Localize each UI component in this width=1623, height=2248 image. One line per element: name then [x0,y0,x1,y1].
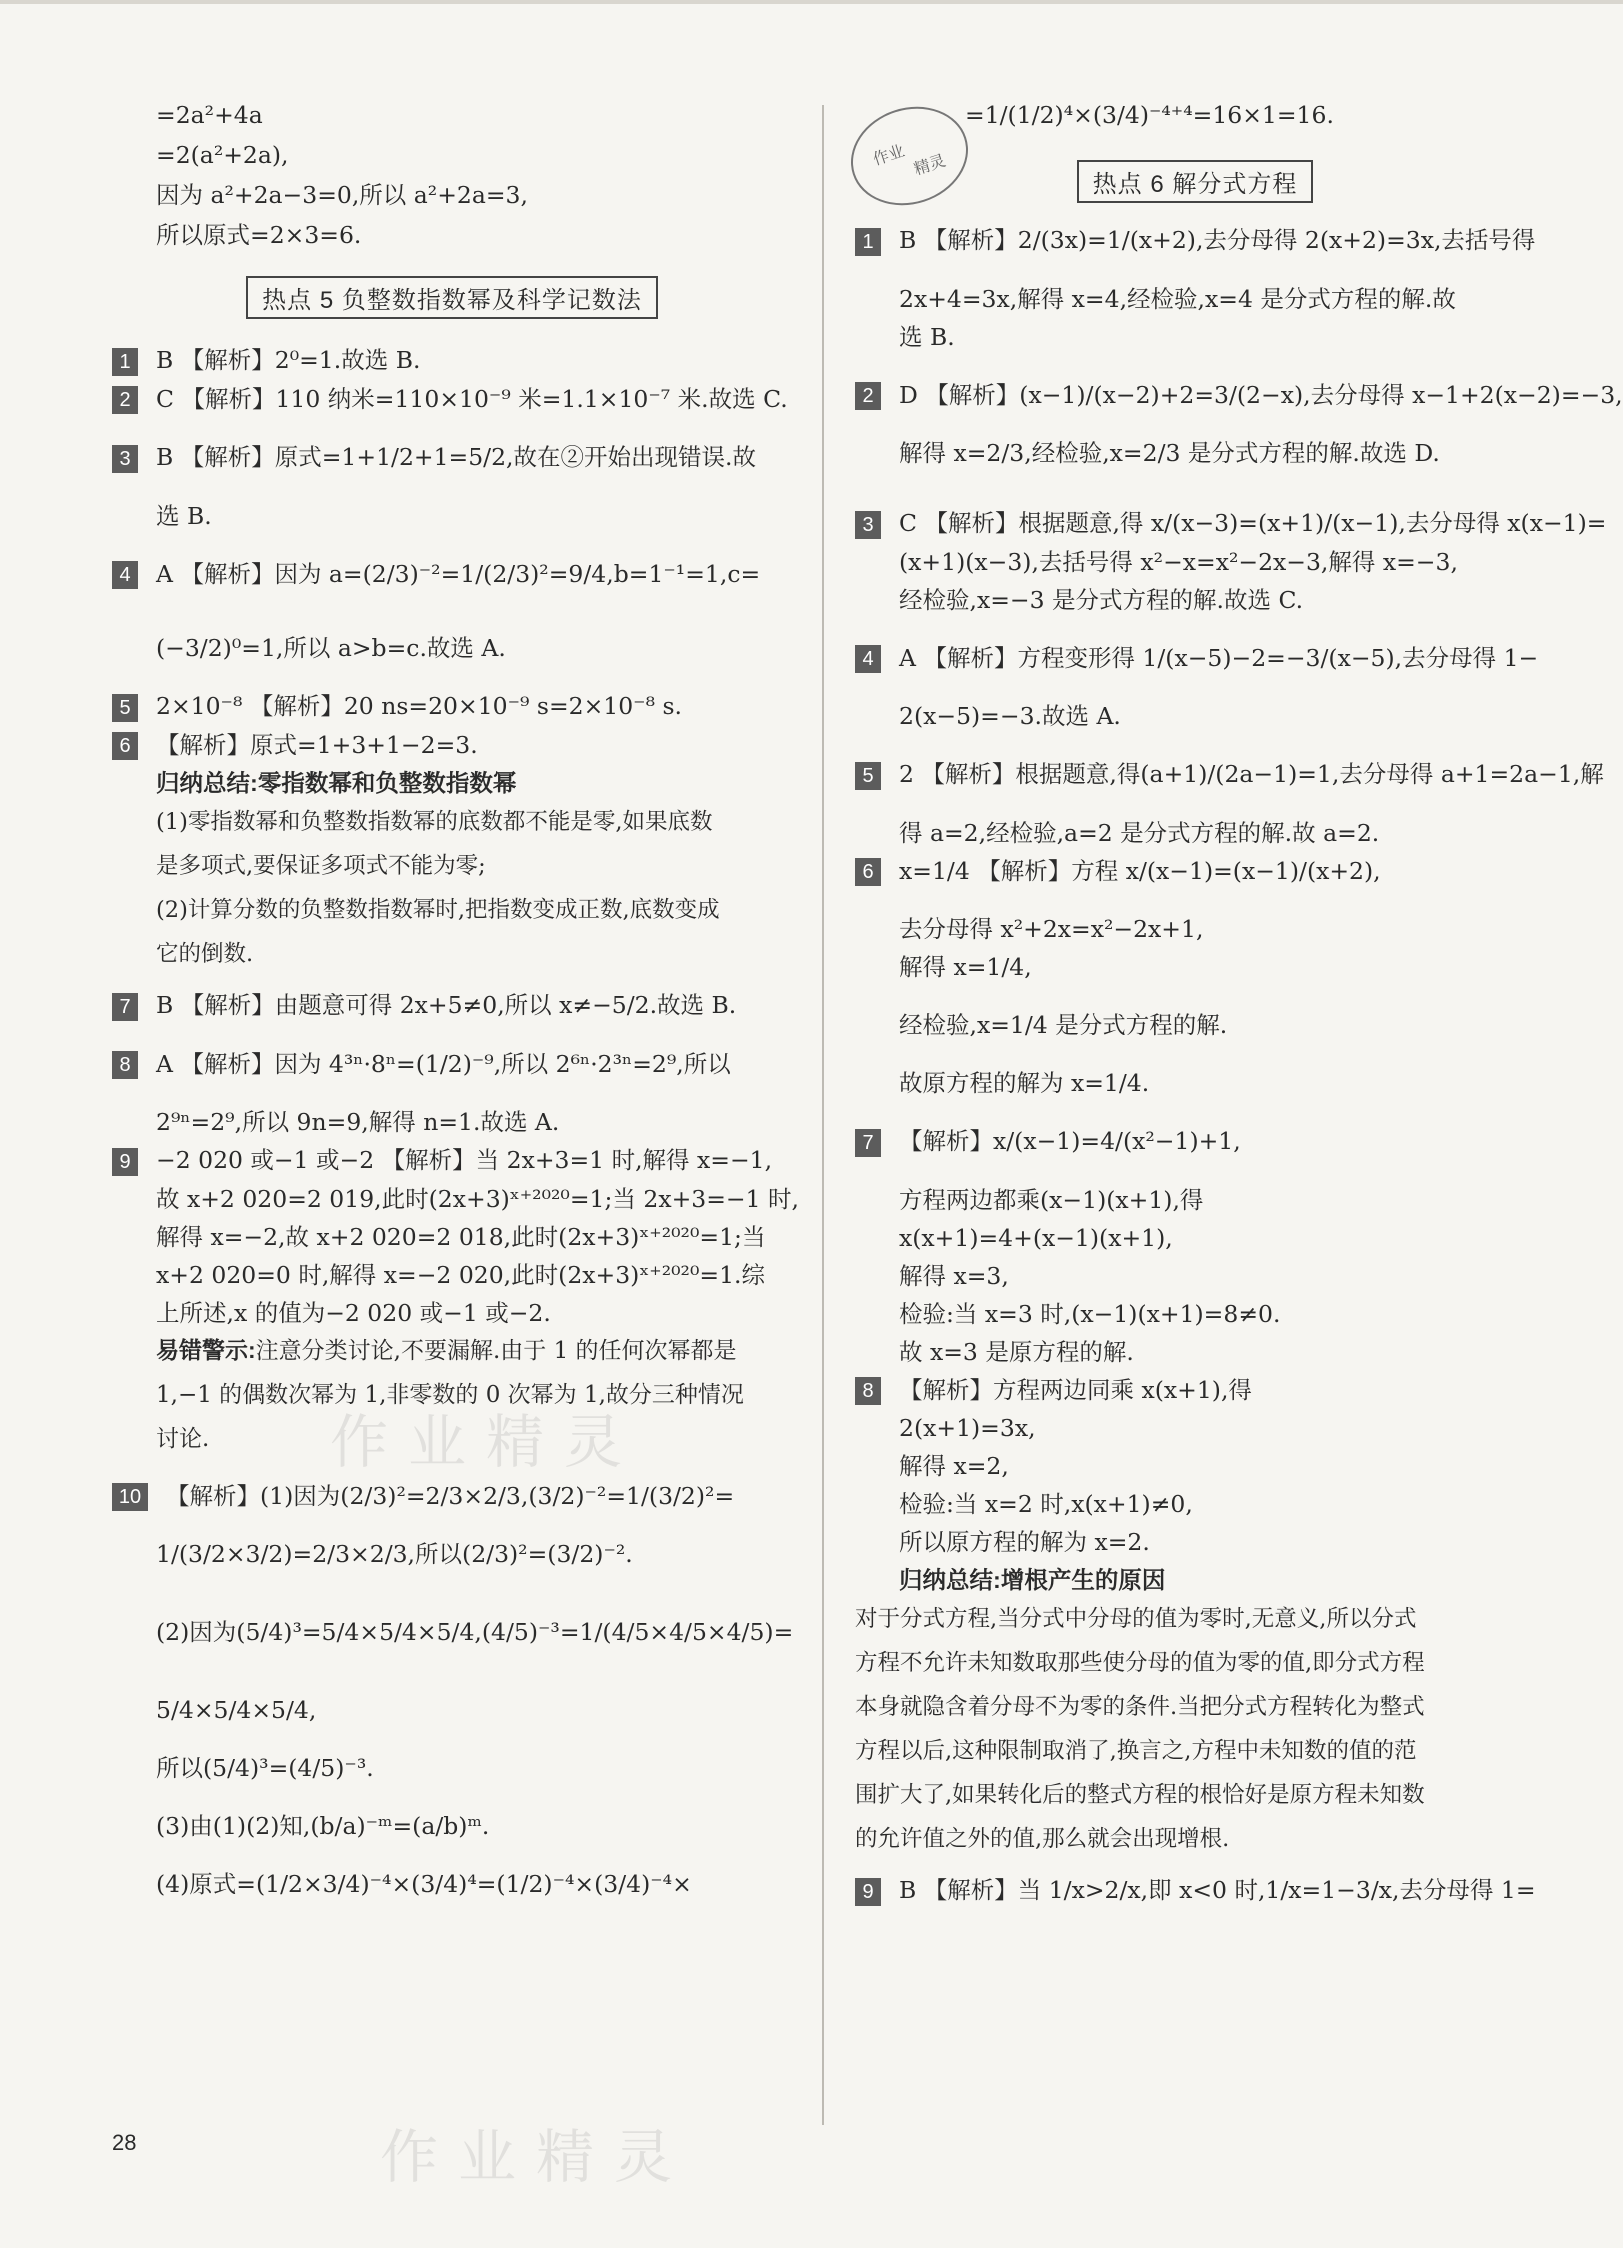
answer-item-cont: 经检验,x=1/4 是分式方程的解. [899,1011,1228,1039]
warning-line: 讨论. [156,1425,210,1452]
item-text: −2 020 或−1 或−2 【解析】当 2x+3=1 时,解得 x=−1, [156,1146,773,1174]
item-number: 9 [855,1878,881,1906]
item-number: 1 [112,348,138,376]
page-number: 28 [112,2130,137,2155]
summary-line: 它的倒数. [156,941,254,967]
item-text: D 【解析】(x−1)/(x−2)+2=3/(2−x),去分母得 x−1+2(x−2)=−3, [899,380,1623,409]
right-column [855,100,1623,1916]
answer-item-cont: (−3/2)⁰=1,所以 a>b=c.故选 A. [156,634,506,662]
answer-item [112,1049,792,1080]
section-title: 热点 5 负整数指数幂及科学记数法 [246,276,658,319]
stamp-text: 精灵 [912,152,948,179]
warning-line: 1,−1 的偶数次幂为 1,非零数的 0 次幂为 1,故分三种情况 [156,1381,744,1408]
item-number: 5 [112,694,138,722]
answer-item-cont: (3)由(1)(2)知,(b/a)⁻ᵐ=(a/b)ᵐ. [156,1812,490,1840]
answer-item-cont: 所以(5/4)³=(4/5)⁻³. [156,1754,374,1782]
watermark: 作业精灵 [330,1410,643,1475]
continued-line: =1/(1/2)⁴×(3/4)⁻⁴⁺⁴=16×1=16. [965,101,1334,129]
answer-item-cont: 2(x+1)=3x, [899,1414,1036,1442]
item-text: A 【解析】因为 4³ⁿ·8ⁿ=(1/2)⁻⁹,所以 2⁶ⁿ·2³ⁿ=2⁹,所以 [156,1049,731,1078]
answer-item-cont: 得 a=2,经检验,a=2 是分式方程的解.故 a=2. [899,818,1380,847]
item-number: 8 [112,1051,138,1079]
answer-item-cont: (2)因为(5/4)³=5/4×5/4×5/4,(4/5)⁻³=1/(4/5×4/5×4/5)= [156,1618,794,1646]
answer-item-cont: 检验:当 x=2 时,x(x+1)≠0, [899,1490,1193,1518]
item-text: B 【解析】2/(3x)=1/(x+2),去分母得 2(x+2)=3x,去括号得 [899,226,1536,254]
answer-item [112,559,792,590]
answer-item-cont: (4)原式=(1/2×3/4)⁻⁴×(3/4)⁴=(1/2)⁻⁴×(3/4)⁻⁴× [156,1870,692,1898]
answer-item-cont: 2(x−5)=−3.故选 A. [899,702,1121,730]
answer-item [855,759,1604,790]
answer-item [112,1481,792,1512]
item-number: 8 [855,1377,881,1405]
item-number: 4 [112,561,138,589]
intro-line: 因为 a²+2a−3=0,所以 a²+2a=3, [156,181,528,209]
answer-item [112,345,792,376]
summary-line: 是多项式,要保证多项式不能为零; [156,853,486,879]
answer-item-cont: 上所述,x 的值为−2 020 或−1 或−2. [156,1298,551,1327]
section-title: 热点 6 解分式方程 [1077,160,1314,203]
answer-item-cont: 解得 x=3, [899,1261,1009,1290]
summary-line: (2)计算分数的负整数指数幂时,把指数变成正数,底数变成 [156,897,720,923]
answer-item-cont: 选 B. [156,501,212,530]
answer-item-cont: 故 x+2 020=2 019,此时(2x+3)ˣ⁺²⁰²⁰=1;当 2x+3=−1 时, [156,1184,800,1213]
item-number: 3 [112,445,138,473]
section-header-5 [112,276,792,319]
item-text: 2 【解析】根据题意,得(a+1)/(2a−1)=1,去分母得 a+1=2a−1,解 [899,760,1604,788]
summary-line: 的允许值之外的值,那么就会出现增根. [855,1826,1230,1852]
answer-item-cont: 1/(3/2×3/2)=2/3×2/3,所以(2/3)²=(3/2)⁻². [156,1540,633,1568]
answer-item [112,990,792,1021]
item-text: 【解析】原式=1+3+1−2=3. [156,730,478,759]
top-rule [0,0,1623,4]
item-number: 9 [112,1148,138,1176]
section-header-6 [855,160,1535,203]
summary-title: 归纳总结:零指数幂和负整数指数幂 [156,770,517,796]
answer-item-cont: 解得 x=1/4, [899,953,1032,981]
answer-item-cont: 去分母得 x²+2x=x²−2x+1, [899,915,1204,943]
answer-item-cont: 所以原方程的解为 x=2. [899,1528,1150,1556]
answer-item-cont: 经检验,x=−3 是分式方程的解.故选 C. [899,585,1304,614]
item-text: B 【解析】当 1/x>2/x,即 x<0 时,1/x=1−3/x,去分母得 1= [899,1876,1536,1904]
answer-item [112,442,792,473]
summary-title: 归纳总结:增根产生的原因 [899,1567,1166,1593]
warning-line [156,1336,792,1365]
left-column [112,100,800,1927]
item-number: 4 [855,645,881,673]
answer-item [112,730,792,761]
item-text: 2×10⁻⁸ 【解析】20 ns=20×10⁻⁹ s=2×10⁻⁸ s. [156,692,683,720]
summary-line: (1)零指数幂和负整数指数幂的底数都不能是零,如果底数 [156,809,713,835]
warning-title: 易错警示: [156,1336,256,1363]
answer-item-cont: 方程两边都乘(x−1)(x+1),得 [899,1185,1204,1214]
answer-item-cont: x+2 020=0 时,解得 x=−2 020,此时(2x+3)ˣ⁺²⁰²⁰=1.综 [156,1260,765,1289]
item-number: 7 [112,993,138,1021]
answer-item [855,508,1607,539]
stamp-text: 作业 [871,142,907,169]
item-number: 2 [112,386,138,414]
answer-item [112,1145,792,1176]
answer-item-cont: 解得 x=−2,故 x+2 020=2 018,此时(2x+3)ˣ⁺²⁰²⁰=1;当 [156,1222,766,1251]
item-text: B 【解析】2⁰=1.故选 B. [156,346,421,374]
intro-line: =2(a²+2a), [156,141,289,169]
intro-line: 所以原式=2×3=6. [156,221,362,249]
summary-line: 对于分式方程,当分式中分母的值为零时,无意义,所以分式 [855,1606,1417,1632]
item-number: 5 [855,762,881,790]
summary-line: 方程以后,这种限制取消了,换言之,方程中未知数的值的范 [855,1738,1417,1764]
item-number: 3 [855,511,881,539]
item-text: B 【解析】原式=1+1/2+1=5/2,故在②开始出现错误.故 [156,443,756,471]
item-text: C 【解析】110 纳米=110×10⁻⁹ 米=1.1×10⁻⁷ 米.故选 C. [156,384,788,413]
item-number: 7 [855,1129,881,1157]
item-text: C 【解析】根据题意,得 x/(x−3)=(x+1)/(x−1),去分母得 x(x−1)= [899,509,1607,537]
answer-item-cont: 故原方程的解为 x=1/4. [899,1069,1150,1097]
answer-item-cont: x(x+1)=4+(x−1)(x+1), [899,1223,1173,1252]
item-text: 【解析】x/(x−1)=4/(x²−1)+1, [899,1127,1241,1155]
answer-item-cont: 解得 x=2, [899,1452,1009,1480]
warning-text: 注意分类讨论,不要漏解.由于 1 的任何次幂都是 [255,1337,737,1364]
item-text: A 【解析】方程变形得 1/(x−5)−2=−3/(x−5),去分母得 1− [899,643,1539,672]
summary-line: 本身就隐含着分母不为零的条件.当把分式方程转化为整式 [855,1694,1425,1720]
answer-item-cont: 5/4×5/4×5/4, [156,1696,317,1724]
answer-item-cont: (x+1)(x−3),去括号得 x²−x=x²−2x−3,解得 x=−3, [899,547,1458,576]
item-number: 2 [855,382,881,410]
answer-item-cont: 选 B. [899,322,955,351]
answer-item [112,384,792,415]
watermark: 作业精灵 [380,2125,693,2190]
answer-item-cont: 2x+4=3x,解得 x=4,经检验,x=4 是分式方程的解.故 [899,284,1456,313]
answer-item-cont: 解得 x=2/3,经检验,x=2/3 是分式方程的解.故选 D. [899,439,1440,467]
answer-item-cont: 故 x=3 是原方程的解. [899,1337,1134,1366]
item-text: A 【解析】因为 a=(2/3)⁻²=1/(2/3)²=9/4,b=1⁻¹=1,c= [156,559,761,588]
item-number: 6 [855,858,881,886]
summary-line: 围扩大了,如果转化后的整式方程的根恰好是原方程未知数 [855,1782,1425,1808]
answer-item [855,1875,1535,1906]
answer-item-cont: 检验:当 x=3 时,(x−1)(x+1)=8≠0. [899,1299,1281,1328]
answer-item [855,1126,1535,1157]
item-number: 6 [112,732,138,760]
intro-line: =2a²+4a [156,101,263,129]
answer-item [855,380,1623,411]
item-text: 【解析】方程两边同乘 x(x+1),得 [899,1375,1252,1404]
item-text: x=1/4 【解析】方程 x/(x−1)=(x−1)/(x+2), [899,856,1381,885]
answer-item [855,1375,1535,1406]
item-text: B 【解析】由题意可得 2x+5≠0,所以 x≠−5/2.故选 B. [156,991,737,1019]
answer-item-cont: 2⁹ⁿ=2⁹,所以 9n=9,解得 n=1.故选 A. [156,1108,560,1136]
answer-item [112,691,792,722]
answer-item [855,856,1535,887]
column-divider [822,105,824,2125]
item-number: 1 [855,228,881,256]
item-number: 10 [112,1483,148,1511]
item-text: 【解析】(1)因为(2/3)²=2/3×2/3,(3/2)⁻²=1/(3/2)²= [166,1481,735,1510]
summary-line: 方程不允许未知数取那些使分母的值为零的值,即分式方程 [855,1650,1425,1676]
answer-item [855,643,1539,674]
answer-item [855,225,1535,256]
